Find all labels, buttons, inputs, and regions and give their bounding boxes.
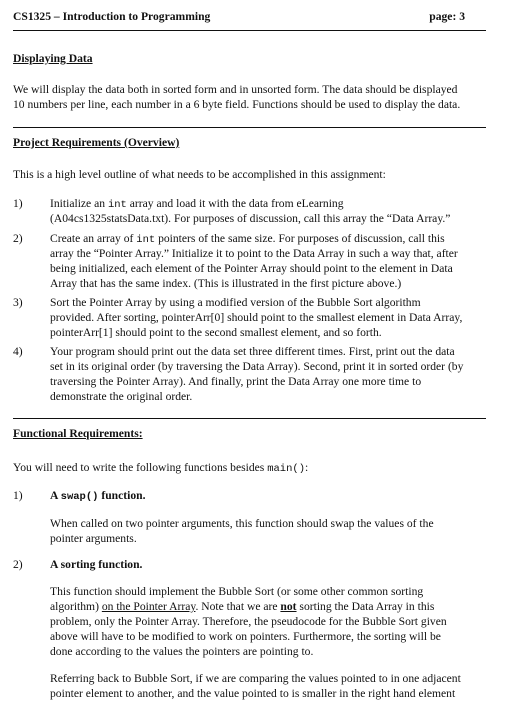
- function-title-swap: A swap() function.: [50, 489, 146, 503]
- code-main: main(): [267, 463, 305, 475]
- list-item-line: pointer element to another, and the value pointed to is smaller in the right hand element: [50, 687, 456, 700]
- list-item-line: (A04cs1325statsData.txt). For purposes of discussion, call this array the “Data Array.”: [50, 212, 451, 225]
- list-item-line: set in its original order (by traversing the Data Array). Second, print it in sorted order (by: [50, 360, 464, 373]
- list-item-line: When called on two pointer arguments, this function should swap the values of the: [50, 517, 434, 530]
- list-item-line: traversing the Pointer Array). And finally, print the Data Array one more time to: [50, 375, 422, 388]
- list-item-line: done according to the values the pointers are pointing to.: [50, 645, 314, 658]
- code-int: int: [107, 199, 127, 211]
- displaying-line-1: We will display the data both in sorted form and in unsorted form. The data should be displayed: [13, 83, 458, 96]
- project-intro: This is a high level outline of what needs to be accomplished in this assignment:: [13, 168, 386, 181]
- section-heading-displaying-data: Displaying Data: [13, 52, 93, 65]
- list-item-line: demonstrate the original order.: [50, 390, 193, 403]
- list-item-line: Create an array of int pointers of the same size. For purposes of discussion, call this: [50, 232, 445, 246]
- list-item-line: Initialize an int array and load it with the data from eLearning: [50, 197, 344, 211]
- displaying-line-2: 10 numbers per line, each number in a 6 byte field. Functions should be used to display the data.: [13, 98, 461, 111]
- list-item-number: 3): [13, 296, 23, 309]
- list-item-line: This function should implement the Bubble Sort (or some other common sorting: [50, 585, 424, 598]
- list-item-number: 2): [13, 232, 23, 245]
- list-item-line: algorithm) on the Pointer Array. Note that we are not sorting the Data Array in this: [50, 600, 435, 613]
- section-rule: [13, 127, 486, 128]
- list-item-number: 2): [13, 558, 23, 571]
- section-heading-functional-requirements: Functional Requirements:: [13, 427, 143, 440]
- list-item-line: above will have to be modified to work on pointers. Furthermore, the sorting will be: [50, 630, 441, 643]
- emphasis-not: not: [280, 600, 297, 613]
- list-item-line: provided. After sorting, pointerArr[0] should point to the smallest element in Data Array,: [50, 311, 463, 324]
- list-item-number: 1): [13, 197, 23, 210]
- underlined-phrase: on the Pointer Array: [101, 600, 196, 613]
- function-title-sorting: A sorting function.: [50, 558, 143, 571]
- list-item-line: array the “Pointer Array.” Initialize it to point to the Data Array in such a way that, after: [50, 247, 458, 260]
- code-int: int: [136, 234, 156, 246]
- list-item-number: 1): [13, 489, 23, 502]
- page-number: page: 3: [429, 10, 465, 23]
- course-title: CS1325 – Introduction to Programming: [13, 10, 211, 23]
- header-rule: [13, 30, 486, 31]
- list-item-line: Referring back to Bubble Sort, if we are comparing the values pointed to in one adjacent: [50, 672, 461, 685]
- list-item-line: Sort the Pointer Array by using a modified version of the Bubble Sort algorithm: [50, 296, 421, 309]
- section-rule: [13, 418, 486, 419]
- list-item-line: pointer arguments.: [50, 532, 137, 545]
- section-heading-project-requirements: Project Requirements (Overview): [13, 136, 180, 149]
- list-item-line: Array that has the same index. (This is illustrated in the first picture above.): [50, 277, 402, 290]
- functional-intro: You will need to write the following functions besides main():: [13, 461, 309, 475]
- list-item-line: Your program should print out the data set three different times. First, print out the data: [50, 345, 455, 358]
- code-swap: swap(): [60, 491, 99, 503]
- list-item-number: 4): [13, 345, 23, 358]
- list-item-line: problem, only the Pointer Array. Therefore, the pseudocode for the Bubble Sort given: [50, 615, 447, 628]
- list-item-line: being initialized, each element of the Pointer Array should point to the element in Data: [50, 262, 453, 275]
- list-item-line: pointerArr[1] should point to the second smallest element, and so forth.: [50, 326, 382, 339]
